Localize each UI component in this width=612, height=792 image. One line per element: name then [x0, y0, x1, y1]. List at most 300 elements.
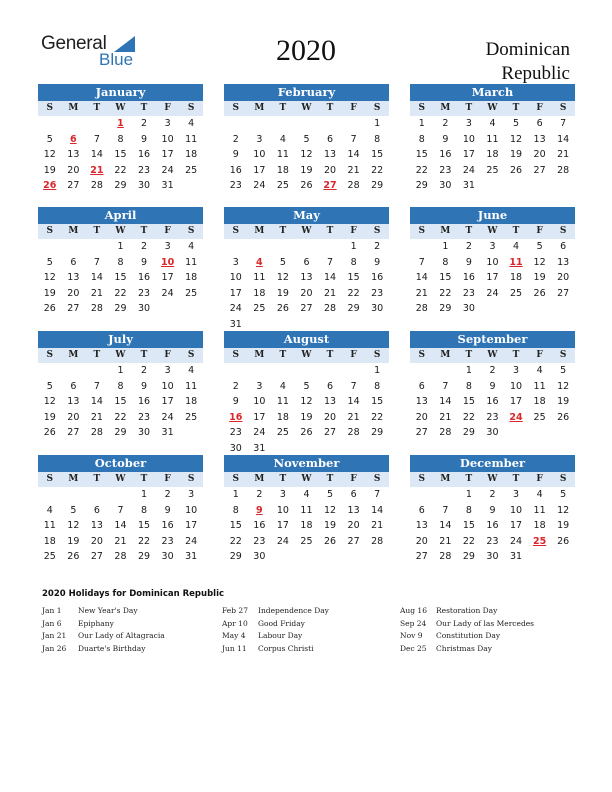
empty-day-cell: [434, 487, 458, 503]
day-cell: 9: [232, 149, 239, 160]
day-cell: 14: [415, 272, 428, 283]
empty-day-cell: [295, 239, 319, 255]
day-cell: 17: [486, 272, 499, 283]
day-cell: 16: [371, 272, 384, 283]
day-cell: 18: [185, 149, 198, 160]
month-january: [38, 84, 203, 194]
day-cell: 25: [533, 411, 546, 423]
holiday-item: [42, 630, 165, 643]
week-row: [410, 363, 575, 379]
day-cell: 13: [415, 396, 428, 407]
holiday-date: Jan 26: [42, 643, 67, 653]
weekday-label: W: [301, 474, 312, 484]
day-cell: 10: [229, 272, 242, 283]
day-cell: 2: [232, 380, 239, 392]
weekday-label: S: [187, 474, 195, 484]
week-row: [224, 286, 389, 302]
weekday-label: W: [115, 350, 126, 360]
day-cell: 20: [67, 164, 80, 176]
day-cell: 1: [117, 241, 124, 252]
day-cell: 10: [276, 504, 289, 516]
empty-day-cell: [504, 178, 528, 194]
day-cell: 17: [229, 287, 242, 299]
day-cell: 10: [161, 380, 174, 392]
empty-day-cell: [85, 116, 109, 132]
day-cell: 1: [465, 489, 472, 500]
day-cell: 25: [253, 303, 266, 314]
week-row: [224, 503, 389, 519]
week-row: [38, 379, 203, 395]
empty-day-cell: [318, 441, 342, 457]
day-cell: 2: [442, 118, 449, 129]
day-cell: 25: [185, 287, 198, 299]
holiday-date: Feb 27: [222, 606, 248, 615]
day-cell: 27: [415, 551, 428, 562]
empty-day-cell: [38, 239, 62, 255]
week-row: [410, 147, 575, 163]
month-may: [224, 207, 389, 332]
month-title: May: [224, 207, 389, 224]
day-cell: 21: [90, 287, 103, 299]
day-cell: 20: [67, 411, 80, 423]
day-cell: 10: [185, 504, 198, 516]
week-row: [224, 487, 389, 503]
empty-day-cell: [109, 487, 133, 503]
holiday-date: May 4: [222, 631, 246, 640]
month-title: April: [38, 207, 203, 224]
week-row: [224, 178, 389, 194]
day-cell: 15: [371, 149, 384, 160]
holiday-name: Our Lady of Altagracia: [78, 631, 165, 640]
day-cell: 29: [371, 180, 384, 191]
month-september: [410, 331, 575, 441]
day-cell: 18: [533, 396, 546, 407]
day-cell: 10: [462, 133, 475, 145]
empty-day-cell: [62, 239, 86, 255]
day-cell: 9: [141, 133, 148, 145]
day-cell: 14: [557, 133, 570, 145]
day-cell: 12: [557, 504, 570, 516]
holiday-day-cell: 6: [70, 133, 77, 145]
week-row: [224, 116, 389, 132]
day-cell: 12: [300, 149, 313, 160]
day-cell: 25: [300, 535, 313, 547]
week-row: [410, 178, 575, 194]
day-cell: 21: [114, 535, 127, 547]
month-title: July: [38, 331, 203, 348]
week-row: [224, 255, 389, 271]
day-cell: 25: [43, 551, 56, 562]
day-cell: 29: [347, 303, 360, 314]
day-cell: 12: [557, 380, 570, 392]
weekday-label: F: [164, 474, 171, 484]
day-cell: 16: [137, 149, 151, 160]
weekday-label: T: [326, 474, 334, 484]
day-cell: 11: [486, 133, 499, 145]
day-cell: 3: [279, 489, 286, 500]
day-cell: 31: [509, 551, 523, 562]
day-cell: 8: [117, 380, 124, 392]
weekday-label: S: [373, 474, 381, 484]
weekday-label: T: [279, 226, 287, 236]
day-cell: 20: [415, 535, 428, 547]
day-cell: 6: [418, 380, 425, 392]
day-cell: 14: [371, 504, 384, 516]
day-cell: 16: [439, 149, 452, 160]
weekday-label: S: [373, 226, 381, 236]
holiday-column: [42, 605, 165, 655]
weekday-label: T: [93, 226, 101, 236]
day-cell: 8: [418, 133, 425, 145]
day-cell: 7: [374, 489, 381, 500]
day-cell: 30: [371, 303, 384, 314]
holiday-item: [222, 630, 329, 643]
empty-day-cell: [295, 363, 319, 379]
day-cell: 21: [439, 535, 452, 547]
week-row: [410, 163, 575, 179]
holiday-name: Labour Day: [258, 631, 303, 640]
holiday-day-cell: 27: [323, 180, 337, 191]
week-row: [224, 301, 389, 317]
weekday-label: M: [440, 474, 451, 484]
day-cell: 28: [557, 164, 570, 176]
holiday-day-cell: 24: [509, 411, 523, 423]
day-cell: 10: [486, 256, 499, 268]
day-cell: 15: [462, 396, 475, 407]
holiday-day-cell: 4: [256, 256, 263, 268]
week-row: [38, 518, 203, 534]
weekday-label: S: [559, 350, 567, 360]
day-cell: 14: [323, 272, 337, 283]
weekday-label: W: [301, 350, 312, 360]
day-cell: 19: [300, 411, 313, 423]
day-cell: 9: [489, 380, 496, 392]
day-cell: 14: [347, 149, 360, 160]
day-cell: 22: [137, 535, 151, 547]
day-cell: 12: [43, 396, 56, 407]
day-cell: 14: [90, 149, 103, 160]
day-cell: 25: [276, 427, 289, 438]
day-cell: 5: [327, 489, 334, 500]
day-cell: 21: [415, 287, 428, 299]
day-cell: 23: [137, 287, 151, 299]
day-cell: 13: [323, 149, 337, 160]
day-cell: 13: [90, 520, 103, 531]
empty-day-cell: [295, 317, 319, 333]
day-cell: 4: [536, 489, 543, 500]
weekday-label: M: [254, 474, 265, 484]
day-cell: 1: [374, 365, 381, 376]
day-cell: 22: [347, 287, 360, 299]
week-row: [38, 116, 203, 132]
week-row: [38, 301, 203, 317]
day-cell: 20: [347, 520, 360, 531]
day-cell: 23: [462, 287, 475, 299]
day-cell: 6: [327, 133, 334, 145]
holiday-item: [400, 605, 534, 618]
holiday-day-cell: 25: [532, 535, 547, 547]
empty-day-cell: [62, 487, 86, 503]
day-cell: 7: [442, 504, 449, 516]
day-cell: 1: [442, 241, 449, 252]
day-cell: 3: [465, 118, 472, 129]
day-cell: 28: [114, 551, 127, 562]
weekday-label: S: [46, 226, 54, 236]
day-cell: 28: [323, 303, 337, 314]
day-cell: 16: [486, 520, 499, 531]
day-cell: 5: [70, 504, 77, 516]
week-row: [224, 379, 389, 395]
empty-day-cell: [504, 425, 528, 441]
day-cell: 14: [347, 396, 360, 407]
day-cell: 2: [232, 133, 239, 145]
day-cell: 27: [67, 180, 80, 191]
empty-day-cell: [271, 363, 295, 379]
weekday-label: T: [93, 350, 101, 360]
day-cell: 6: [327, 380, 334, 392]
day-cell: 30: [161, 551, 174, 562]
empty-day-cell: [271, 116, 295, 132]
day-cell: 26: [557, 411, 570, 423]
day-cell: 8: [350, 256, 357, 268]
day-cell: 23: [137, 411, 151, 423]
holidays-title: 2020 Holidays for Dominican Republic: [42, 589, 225, 599]
weekday-label: S: [187, 350, 195, 360]
empty-day-cell: [85, 239, 109, 255]
day-cell: 7: [327, 256, 334, 268]
day-cell: 13: [67, 149, 80, 160]
day-cell: 4: [303, 489, 310, 500]
holiday-item: [42, 605, 165, 618]
day-cell: 3: [164, 241, 171, 252]
day-cell: 20: [300, 287, 313, 299]
weekday-label: M: [440, 226, 451, 236]
day-cell: 29: [371, 427, 384, 438]
weekday-label: W: [115, 474, 126, 484]
day-cell: 29: [439, 303, 452, 314]
day-cell: 5: [536, 241, 543, 252]
empty-day-cell: [248, 317, 272, 333]
empty-day-cell: [365, 317, 389, 333]
day-cell: 30: [137, 303, 151, 314]
day-cell: 26: [509, 164, 523, 176]
empty-day-cell: [318, 549, 342, 565]
day-cell: 8: [442, 256, 449, 268]
holiday-item: [400, 630, 534, 643]
day-cell: 28: [90, 180, 103, 191]
week-row: [224, 394, 389, 410]
day-cell: 17: [276, 520, 289, 531]
day-cell: 11: [185, 256, 198, 268]
day-cell: 14: [90, 396, 103, 407]
week-row: [224, 518, 389, 534]
day-cell: 3: [513, 365, 520, 376]
holiday-column: [222, 605, 329, 655]
weekday-label: T: [140, 103, 148, 113]
day-cell: 16: [229, 164, 242, 176]
empty-day-cell: [295, 549, 319, 565]
day-cell: 22: [114, 287, 127, 299]
day-cell: 15: [229, 520, 242, 531]
day-cell: 11: [300, 504, 313, 516]
day-cell: 28: [347, 427, 360, 438]
day-cell: 19: [300, 164, 313, 176]
holiday-date: Jan 1: [42, 606, 62, 615]
day-cell: 13: [557, 256, 570, 268]
weekday-label: M: [68, 226, 79, 236]
weekday-label: F: [536, 226, 543, 236]
day-cell: 13: [67, 272, 80, 283]
weekday-label: M: [254, 226, 265, 236]
weekday-label: W: [487, 350, 498, 360]
week-row: [38, 487, 203, 503]
week-row: [410, 379, 575, 395]
week-row: [410, 239, 575, 255]
weekday-label: S: [232, 474, 240, 484]
day-cell: 26: [43, 303, 56, 314]
day-cell: 12: [509, 133, 523, 145]
day-cell: 2: [374, 241, 381, 252]
day-cell: 5: [303, 133, 310, 145]
week-row: [224, 239, 389, 255]
week-row: [410, 394, 575, 410]
day-cell: 26: [300, 180, 313, 191]
weekday-label: S: [418, 350, 426, 360]
day-cell: 28: [439, 551, 452, 562]
day-cell: 10: [509, 504, 523, 516]
day-cell: 2: [489, 365, 496, 376]
day-cell: 30: [486, 427, 499, 438]
empty-day-cell: [551, 301, 575, 317]
holiday-day-cell: 21: [90, 164, 104, 176]
day-cell: 31: [229, 318, 242, 330]
day-cell: 9: [465, 256, 472, 268]
day-cell: 19: [67, 535, 80, 547]
holiday-day-cell: 16: [229, 411, 243, 423]
weekday-label: M: [254, 350, 265, 360]
week-row: [224, 549, 389, 565]
day-cell: 14: [439, 396, 452, 407]
day-cell: 6: [418, 504, 425, 516]
holiday-date: Nov 9: [400, 631, 423, 640]
day-cell: 17: [253, 164, 266, 176]
day-cell: 20: [415, 411, 428, 423]
day-cell: 30: [137, 180, 151, 191]
weekday-label: F: [350, 350, 357, 360]
week-row: [410, 410, 575, 426]
day-cell: 27: [67, 303, 80, 314]
day-cell: 22: [229, 535, 242, 547]
week-row: [38, 410, 203, 426]
day-cell: 18: [43, 535, 56, 547]
weekday-header: [410, 224, 575, 239]
day-cell: 30: [462, 303, 475, 314]
day-cell: 7: [93, 256, 100, 268]
empty-day-cell: [481, 178, 505, 194]
holiday-date: Sep 24: [400, 618, 427, 628]
weekday-label: S: [46, 103, 54, 113]
day-cell: 27: [557, 287, 570, 299]
day-cell: 10: [253, 396, 266, 407]
day-cell: 9: [232, 396, 239, 407]
day-cell: 9: [164, 504, 171, 516]
holiday-column: [400, 605, 534, 655]
day-cell: 31: [185, 551, 198, 562]
week-row: [38, 503, 203, 519]
holiday-date: Aug 16: [400, 606, 427, 615]
day-cell: 29: [137, 551, 151, 562]
week-row: [224, 410, 389, 426]
day-cell: 25: [486, 164, 499, 176]
day-cell: 23: [486, 535, 499, 547]
calendar-year: 2020: [276, 34, 336, 67]
weekday-label: S: [559, 226, 567, 236]
day-cell: 21: [347, 411, 360, 423]
day-cell: 18: [300, 520, 313, 531]
day-cell: 12: [67, 520, 80, 531]
day-cell: 5: [560, 489, 567, 500]
logo-blue-text: Blue: [99, 50, 134, 69]
day-cell: 2: [465, 241, 472, 252]
week-row: [38, 363, 203, 379]
day-cell: 13: [300, 272, 313, 283]
day-cell: 3: [164, 365, 171, 376]
day-cell: 27: [67, 427, 80, 438]
weekday-label: W: [115, 103, 126, 113]
empty-day-cell: [295, 116, 319, 132]
empty-day-cell: [528, 178, 552, 194]
day-cell: 8: [465, 504, 472, 516]
holiday-date: Apr 10: [222, 618, 248, 628]
day-cell: 23: [161, 535, 174, 547]
day-cell: 26: [43, 427, 56, 438]
weekday-label: W: [487, 474, 498, 484]
day-cell: 20: [90, 535, 103, 547]
day-cell: 17: [509, 520, 523, 531]
day-cell: 26: [323, 535, 337, 547]
weekday-label: T: [465, 103, 473, 113]
weekday-label: S: [373, 350, 381, 360]
empty-day-cell: [528, 301, 552, 317]
empty-day-cell: [85, 363, 109, 379]
empty-day-cell: [318, 239, 342, 255]
empty-day-cell: [271, 317, 295, 333]
day-cell: 9: [442, 133, 449, 145]
day-cell: 27: [300, 303, 313, 314]
holiday-item: [222, 618, 329, 631]
month-title: January: [38, 84, 203, 101]
day-cell: 24: [161, 164, 174, 176]
day-cell: 31: [161, 180, 174, 191]
weekday-label: W: [487, 103, 498, 113]
day-cell: 1: [418, 118, 425, 129]
day-cell: 19: [509, 149, 523, 160]
weekday-label: S: [418, 226, 426, 236]
day-cell: 29: [229, 551, 242, 562]
weekday-label: T: [279, 103, 287, 113]
day-cell: 31: [253, 442, 266, 454]
weekday-header: [410, 101, 575, 116]
day-cell: 24: [253, 427, 266, 438]
day-cell: 23: [371, 287, 384, 299]
day-cell: 3: [232, 256, 239, 268]
empty-day-cell: [38, 487, 62, 503]
empty-day-cell: [318, 317, 342, 333]
empty-day-cell: [528, 425, 552, 441]
day-cell: 7: [442, 380, 449, 392]
empty-day-cell: [318, 116, 342, 132]
day-cell: 27: [347, 535, 360, 547]
